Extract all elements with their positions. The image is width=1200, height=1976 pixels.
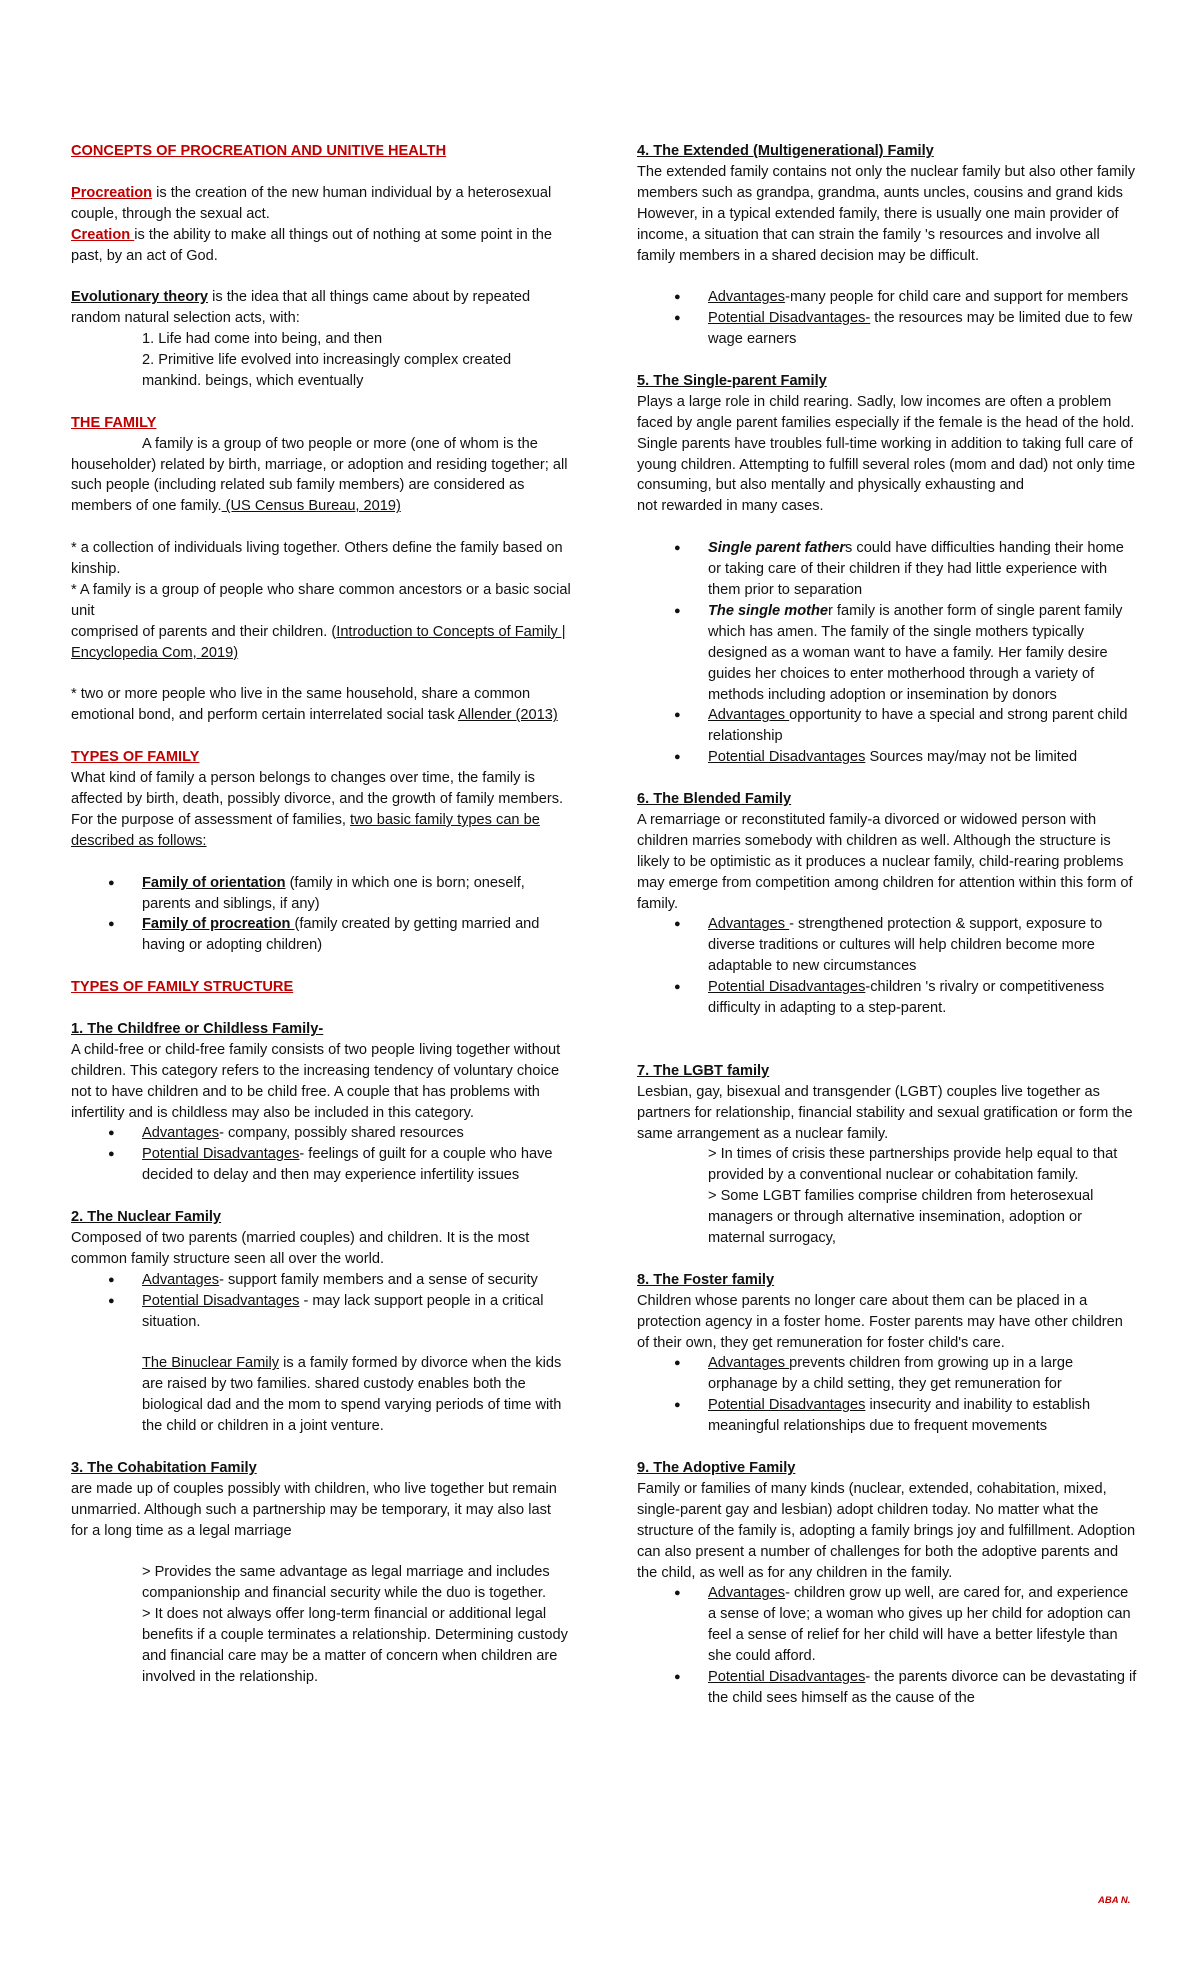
types-text: What kind of family a person belongs to changes over time, the family is affected by birth, death, possibly divorce, and the growth of family members. For the purpose of assessment of families, two basic family types can be described as follows: (71, 770, 564, 849)
list-item: ● Single parent fathers could have difficulties handing their home or taking care of their children if they had little experience with them prior to separation (637, 538, 1137, 601)
evolution-definition: Evolutionary theory is the idea that all things came about by repeated random natural selection acts, with: (71, 289, 531, 327)
list-item: ● Advantages prevents children from growing up in a large orphanage by a child setting, they get remuneration for (637, 1353, 1137, 1395)
list-item: ● Potential Disadvantages - may lack support people in a critical situation. (71, 1291, 571, 1333)
note-text: > Provides the same advantage as legal marriage and includes companionship and financial security while the duo is together. (142, 1564, 550, 1602)
list-item: ● Potential Disadvantages Sources may/may not be limited (637, 747, 1137, 768)
right-column (637, 141, 1137, 1709)
author-footer: ABA N. (1098, 1895, 1131, 1906)
note-text: > In times of crisis these partnerships provide help equal to that provided by a conventional nuclear or cohabitation family. (708, 1146, 1118, 1184)
section-heading: 1. The Childfree or Childless Family- (71, 1020, 324, 1037)
list-item: ● Advantages-many people for child care and support for members (637, 287, 1137, 308)
list-item: ● Advantages opportunity to have a special and strong parent child relationship (637, 705, 1137, 747)
list-item: ● Potential Disadvantages- the resources may be limited due to few wage earners (637, 308, 1137, 350)
family-definition: A family is a group of two people or more (one of whom is the householder) related by birth, marriage, or adoption and residing together; all such people (including related sub family members) are considered as members of one family. (US Census Bureau, 2019) (71, 435, 568, 515)
section-heading: 7. The LGBT family (637, 1062, 770, 1079)
left-column (71, 141, 571, 1688)
document-title: CONCEPTS OF PROCREATION AND UNITIVE HEALTH (71, 143, 447, 159)
creation-term: Creation (71, 226, 135, 243)
types-heading: TYPES OF FAMILY (71, 749, 200, 766)
section-heading: 6. The Blended Family (637, 791, 792, 808)
list-item: ● Potential Disadvantages- feelings of guilt for a couple who have decided to delay and then may experience infertility issues (71, 1144, 571, 1186)
encyclopedia-citation: Introduction to Concepts of Family | Encyclopedia Com, 2019) (71, 623, 566, 661)
section-text: Lesbian, gay, bisexual and transgender (LGBT) couples live together as partners for relationship, financial stability and sexual gratification or form the same arrangement as a nuclear family. (637, 1083, 1133, 1142)
section-heading: 8. The Foster family (637, 1271, 775, 1288)
list-item: ● Advantages- support family members and a sense of security (71, 1270, 571, 1291)
list-item: ● Advantages- children grow up well, are cared for, and experience a sense of love; a woman who gives up her child for adoption can feel a sense of relief for her child will have a better lifestyle than she could afford. (637, 1583, 1137, 1667)
section-text: Composed of two parents (married couples) and children. It is the most common family structure seen all over the world. (71, 1229, 530, 1267)
procreation-definition: Procreation is the creation of the new human individual by a heterosexual couple, through the sexual act. (71, 184, 552, 222)
family-definition-4: * two or more people who live in the same household, share a common emotional bond, and perform certain interrelated social task Allender (2013) (71, 686, 558, 724)
section-heading: 2. The Nuclear Family (71, 1209, 222, 1226)
list-item: ● The single mother family is another form of single parent family which has amen. The family of the single mothers typically designed as a woman want to have a family. Her family desire guides her choices to enter motherhood through a variety of methods including adoption or insemination by donors (637, 601, 1137, 706)
section-text: not rewarded in many cases. (637, 498, 824, 515)
evolution-point-2: 2. Primitive life evolved into increasingly complex created mankind. beings, which eventually (142, 352, 512, 389)
evolution-term: Evolutionary theory (71, 289, 209, 306)
section-text: Family or families of many kinds (nuclear, extended, cohabitation, mixed, single-parent gay and lesbian) adopt children today. No matter what the structure of the family is, adopting a family brings joy and fulfillment. Adoption can also present a number of challenges for both the adoptive parents and the child, as well as for any children in the family. (637, 1480, 1136, 1581)
list-item: ● Potential Disadvantages- the parents divorce can be devastating if the child sees himself as the cause of the (637, 1667, 1137, 1709)
family-heading: THE FAMILY (71, 414, 157, 431)
family-definition-3b: comprised of parents and their children. (Introduction to Concepts of Family | Encyclopedia Com, 2019) (71, 623, 566, 661)
creation-definition: Creation is the ability to make all things out of nothing at some point in the past, by an act of God. (71, 226, 553, 264)
list-item: ● Family of orientation (family in which one is born; oneself, parents and siblings, if any) (71, 873, 571, 915)
binuclear-text: The Binuclear Family is a family formed by divorce when the kids are raised by two families. shared custody enables both the biological dad and the mom to spend varying periods of time with the child or children in a joint venture. (142, 1355, 562, 1435)
section-heading: 4. The Extended (Multigenerational) Family (637, 143, 934, 159)
list-item: ● Family of procreation (family created by getting married and having or adopting children) (71, 914, 571, 956)
structure-heading: TYPES OF FAMILY STRUCTURE (71, 979, 294, 996)
section-text: A child-free or child-free family consists of two people living together without children. This category refers to the increasing tendency of voluntary choice not to have children and to be child free. A couple that has problems with infertility and is childless may also be included in this category. (71, 1041, 561, 1121)
procreation-term: Procreation (71, 184, 153, 201)
list-item: ● Potential Disadvantages insecurity and inability to establish meaningful relationships due to frequent movements (637, 1395, 1137, 1437)
census-citation: (US Census Bureau, 2019) (221, 498, 401, 515)
allender-citation: Allender (2013) (457, 707, 558, 724)
section-text: A remarriage or reconstituted family-a divorced or widowed person with children marries somebody with children as well. Although the structure is likely to be optimistic as it produces a nuclear family, child-rearing problems may emerge from competition among children for attention within this form of family. (637, 811, 1133, 912)
evolution-point-1: 1. Life had come into being, and then (142, 331, 383, 348)
list-item: ● Advantages - strengthened protection & support, exposure to diverse traditions or cultures will help children become more adaptable to new circumstances (637, 914, 1137, 977)
note-text: > It does not always offer long-term financial or additional legal benefits if a couple terminates a relationship. Determining custody and financial care may be a matter of concern when children are involved in the relationship. (142, 1606, 568, 1685)
section-text: Plays a large role in child rearing. Sadly, low incomes are often a problem faced by angle parent families especially if the female is the head of the hold. Single parents have troubles full-time working in addition to taking full care of young children. Attempting to fulfill several roles (mom and dad) not only time consuming, but also mentally and physically exhausting and (637, 393, 1136, 494)
list-item: ● Advantages- company, possibly shared resources (71, 1123, 571, 1144)
family-definition-2: * a collection of individuals living together. Others define the family based on kinship. (71, 540, 563, 578)
section-text: The extended family contains not only the nuclear family but also other family members such as grandpa, grandma, aunts uncles, cousins and grand kids However, in a typical extended family, there is usually one main provider of income, a situation that can strain the family 's resources and involve all family members in a shared decision may be difficult. (637, 163, 1136, 264)
section-heading: 9. The Adoptive Family (637, 1459, 796, 1476)
section-text: Children whose parents no longer care about them can be placed in a protection agency in a foster home. Foster parents may have other children of their own, they get remuneration for foster child's care. (637, 1292, 1123, 1351)
list-item: ● Potential Disadvantages-children 's rivalry or competitiveness difficulty in adapting to a step-parent. (637, 977, 1137, 1019)
section-heading: 3. The Cohabitation Family (71, 1459, 257, 1476)
family-definition-3a: * A family is a group of people who share common ancestors or a basic social unit (71, 581, 571, 619)
section-text: are made up of couples possibly with children, who live together but remain unmarried. Although such a partnership may be temporary, it may also last for a long time as a legal marriage (71, 1480, 557, 1539)
note-text: > Some LGBT families comprise children from heterosexual managers or through alternative insemination, adoption or maternal surrogacy, (708, 1188, 1094, 1247)
section-heading: 5. The Single-parent Family (637, 372, 827, 389)
